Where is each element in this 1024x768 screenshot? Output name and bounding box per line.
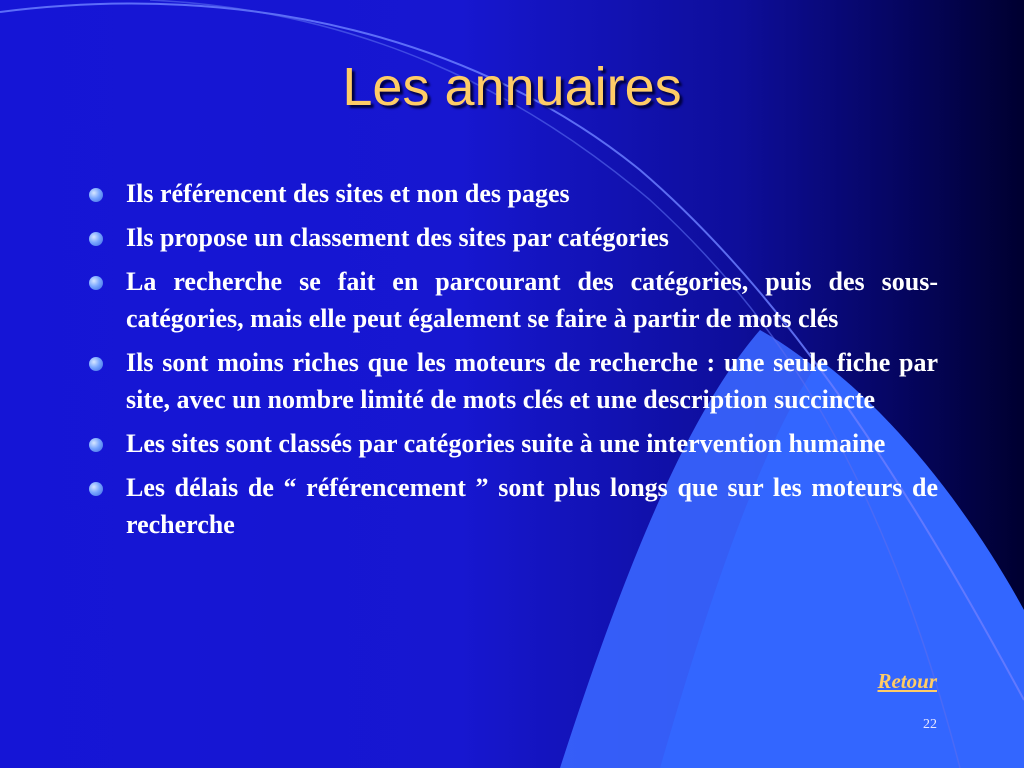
- bullet-dot-icon: [89, 188, 103, 202]
- bullet-dot-icon: [89, 438, 103, 452]
- bullet-dot-icon: [89, 357, 103, 371]
- bullet-item: [88, 263, 938, 337]
- bullet-text: Ils sont moins riches que les moteurs de recherche : une seule fiche par site, avec un nombre limité de mots clés et une description succincte: [126, 348, 938, 414]
- retour-link[interactable]: Retour: [877, 669, 937, 693]
- bullet-item: [88, 344, 938, 418]
- bullet-text: La recherche se fait en parcourant des catégories, puis des sous-catégories, mais elle peut également se faire à partir de mots clés: [126, 267, 938, 333]
- bullet-item: [88, 175, 938, 212]
- bullet-dot-icon: [89, 276, 103, 290]
- bullet-dot-icon: [89, 482, 103, 496]
- bullet-text: Les délais de “ référencement ” sont plus longs que sur les moteurs de recherche: [126, 473, 938, 539]
- bullet-text: Ils propose un classement des sites par catégories: [126, 223, 669, 252]
- bullet-item: [88, 219, 938, 256]
- bullet-list: [88, 175, 938, 550]
- bullet-item: [88, 425, 938, 462]
- bullet-text: Ils référencent des sites et non des pages: [126, 179, 570, 208]
- bullet-item: [88, 469, 938, 543]
- bullet-dot-icon: [89, 232, 103, 246]
- bullet-text: Les sites sont classés par catégories suite à une intervention humaine: [126, 429, 886, 458]
- slide-title: Les annuaires: [342, 57, 682, 117]
- page-number: 22: [923, 717, 937, 732]
